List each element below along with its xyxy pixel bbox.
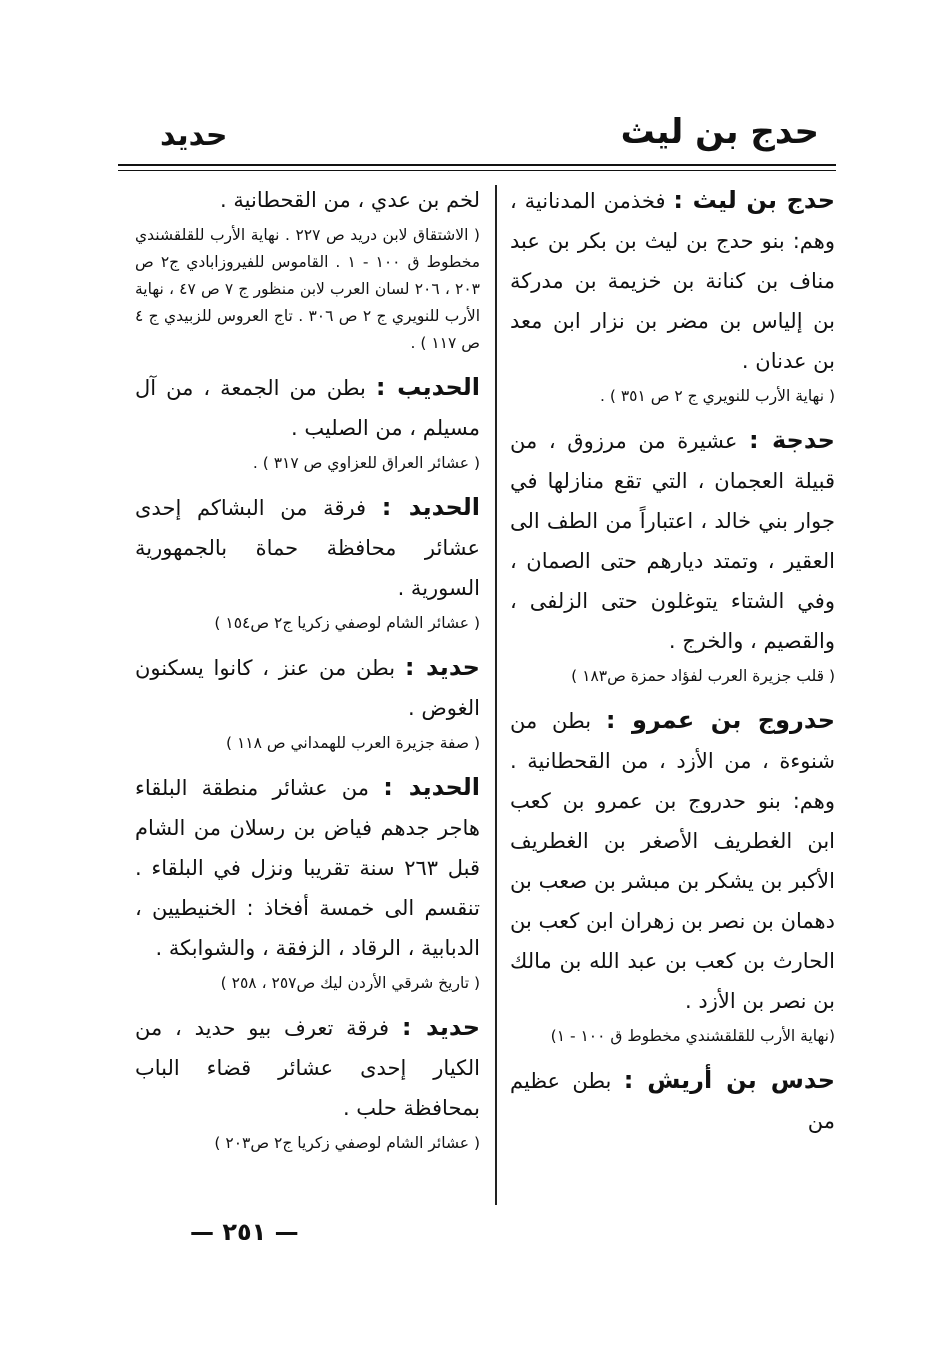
entry-source: ( عشائر الشام لوصفي زكريا ج٢ ص١٥٤ ): [214, 614, 480, 632]
header-rule: [118, 164, 836, 166]
entry-text: فرقة من البشاكم إحدى عشائر محافظة حماة بالجمهورية السورية .: [135, 496, 480, 600]
entry: [135, 647, 480, 757]
running-head-right: حدج بن ليث: [620, 112, 819, 152]
entry-source: ( الاشتقاق لابن دريد ص ٢٢٧ . نهاية الأرب للقلقشندي مخطوط ق ١٠٠ - ١ . القاموس للفيروزابادي ج٢ ص ٢٠٣ ، ٢٠٦ لسان العرب لابن منظور ج ٧ ص ٤٧ ، نهاية الأرب للنويري ج ٢ ص ٣٠٦ . تاج العروس للزبيدي ج ٤ ص ١١٧ ) .: [135, 226, 481, 352]
entry-headword: حديد :: [401, 1013, 480, 1041]
entry: [510, 180, 835, 410]
entry-text: لخم بن عدي ، من القحطانية .: [220, 188, 480, 212]
running-head-left: حديد: [160, 118, 228, 153]
header-rule-thin: [118, 170, 836, 171]
entry-text: بطن من عنز ، كانوا يسكنون الغوض .: [135, 656, 480, 720]
entry: [135, 180, 480, 357]
entry: [135, 1007, 480, 1157]
entry-source: (نهاية الأرب للقلقشندي مخطوط ق ١٠٠ - ١): [550, 1027, 835, 1045]
entry-headword: حدس بن أريش :: [623, 1066, 835, 1094]
entry-source: ( تاريخ شرقي الأردن ليك ص٢٥٧ ، ٢٥٨ ): [220, 974, 480, 992]
entry-source: ( عشائر العراق للعزاوي ص ٣١٧ ) .: [252, 454, 480, 472]
entry-source: ( صفة جزيرة العرب للهمداني ص ١١٨ ): [225, 734, 480, 752]
entry-text: بطن عظيم من: [510, 1069, 835, 1133]
entry-text: فخذمن المدنانية ، وهم: بنو حدج بن ليث بن بكر بن عبد مناف بن كنانة بن خزيمة بن مدركة بن إلياس بن مضر بن نزار ابن معد بن عدنان .: [510, 189, 835, 373]
entry-text: بطن من الجمعة ، من آل مسيلم ، من الصليب .: [135, 376, 480, 440]
entry: [510, 700, 835, 1050]
entry: [135, 487, 480, 637]
entry-headword: حديد :: [404, 653, 480, 681]
entry-headword: الحديب :: [375, 373, 480, 401]
entry-text: فرقة تعرف بيو حديد ، من الكيار إحدى عشائر قضاء الباب بمحافظة حلب .: [135, 1016, 480, 1120]
entry-headword: حدروج بن عمرو :: [605, 706, 835, 734]
column-separator: [495, 185, 497, 1205]
entry-text: من عشائر منطقة البلقاء هاجر جدهم فياض بن رسلان من الشام قبل ٢٦٣ سنة تقريبا ونزل في البلقاء . تنقسم الى خمسة أفخاذ : الخنيطيين ، الدبابية ، الرقاد ، الزفقة ، والشوابكة .: [135, 776, 480, 960]
entry-text: بطن من شنوءة ، من الأزد ، من القحطانية . وهم: بنو حدروج بن عمرو بن كعب ابن الغطريف الأصغر بن الغطريف الأكبر بن يشكر بن مبشر بن صعب بن دهمان بن نصر بن زهران ابن كعب بن الحارث بن كعب بن عبد الله بن مالك بن نصر بن الأزد .: [510, 709, 835, 1013]
right-column: [510, 180, 835, 1141]
entry-source: ( عشائر الشام لوصفي زكريا ج٢ ص٢٠٣ ): [214, 1134, 480, 1152]
entry-source: ( نهاية الأرب للنويري ج ٢ ص ٣٥١ ) .: [600, 387, 835, 405]
entry-source: ( قلب جزيرة العرب لفؤاد حمزة ص١٨٣ ): [571, 667, 835, 685]
entry-text: عشيرة من مرزوق ، من قبيلة العجمان ، التي تقع منازلها في جوار بني خالد ، اعتباراً من الطف الى العقير ، وتمتد ديارهم حتى الصمان ، وفي الشتاء يتوغلون حتى الزلفى ، والقصيم ، والخرج .: [510, 429, 835, 653]
page-number: — ٢٥١ —: [190, 1218, 299, 1246]
entry-headword: الحديد :: [381, 493, 480, 521]
entry: [135, 767, 480, 997]
entry-headword: الحديد :: [383, 773, 480, 801]
entry-headword: حدج بن ليث :: [673, 186, 835, 214]
left-column: [135, 180, 480, 1167]
entry-headword: حدجة :: [749, 426, 835, 454]
entry: [510, 1060, 835, 1141]
entry: [135, 367, 480, 477]
entry: [510, 420, 835, 690]
